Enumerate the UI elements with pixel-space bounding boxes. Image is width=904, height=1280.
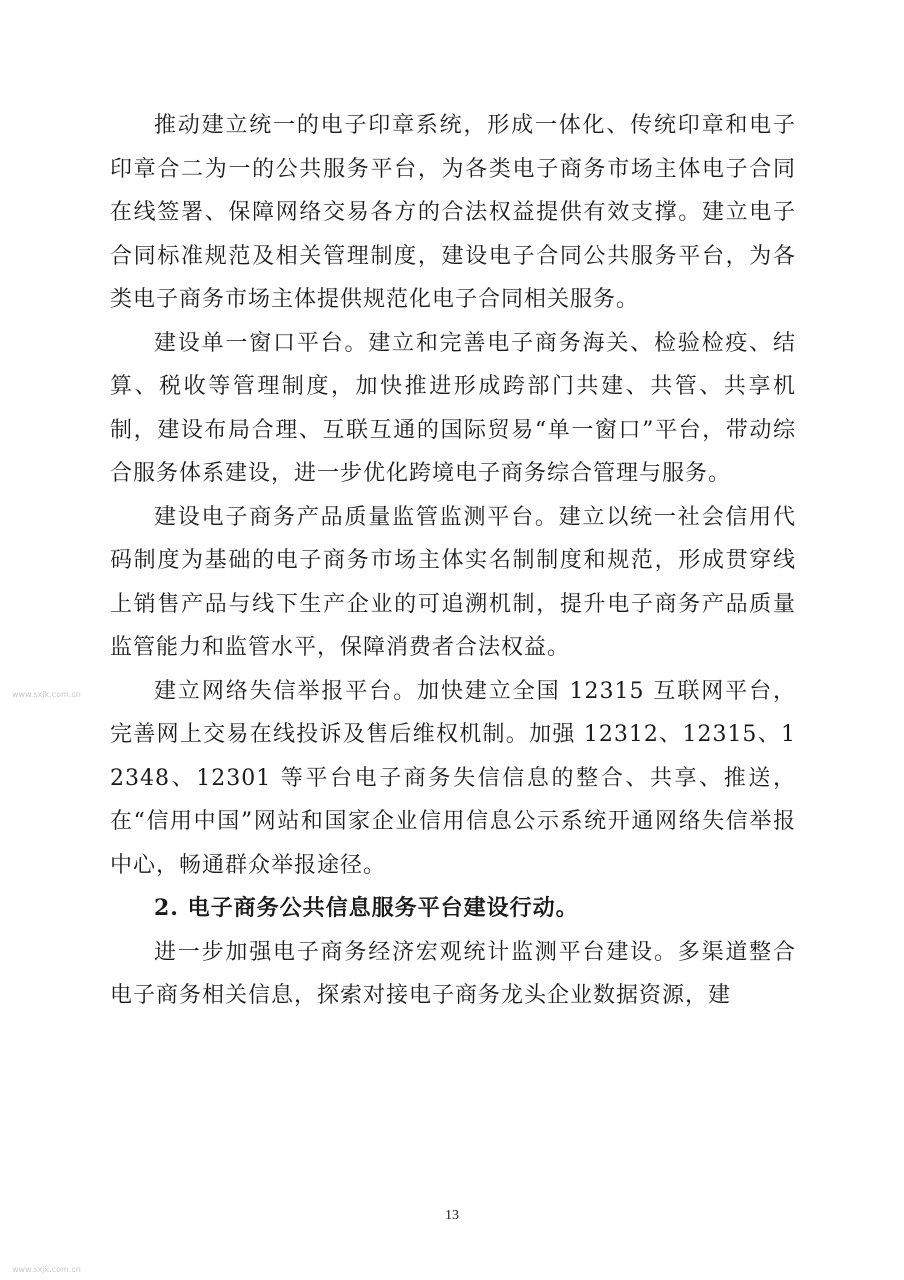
paragraph-electronic-seal: 推动建立统一的电子印章系统，形成一体化、传统印章和电子印章合二为一的公共服务平台，为各类电子商务市场主体电子合同在线签署、保障网络交易各方的合法权益提供有效支撑。建立电子合同标准规范及相关管理制度，建设电子合同公共服务平台，为各类电子商务市场主体提供规范化电子合同相关服务。 [110, 113, 796, 312]
paragraph-statistics-platform: 进一步加强电子商务经济宏观统计监测平台建设。多渠道整合电子商务相关信息，探索对接电子商务龙头企业数据资源，建 [110, 939, 796, 1008]
side-watermark: www.sxjk.com.cn [12, 690, 81, 699]
section-heading: 2. 电子商务公共信息服务平台建设行动。 [154, 895, 579, 921]
paragraph-single-window: 建设单一窗口平台。建立和完善电子商务海关、检验检疫、结算、税收等管理制度，加快推进形成跨部门共建、共管、共享机制，建设布局合理、互联互通的国际贸易“单一窗口”平台，带动综合服务体系建设，进一步优化跨境电子商务综合管理与服务。 [110, 330, 796, 486]
paragraph-quality-monitoring: 建设电子商务产品质量监管监测平台。建立以统一社会信用代码制度为基础的电子商务市场主体实名制制度和规范，形成贯穿线上销售产品与线下生产企业的可追溯机制，提升电子商务产品质量监管能力和监管水平，保障消费者合法权益。 [110, 504, 796, 660]
page-number: 13 [445, 1208, 459, 1223]
bottom-watermark: www.sxjk.com.cn [12, 1265, 81, 1274]
body-text [110, 104, 796, 1018]
paragraph-dishonesty-reporting: 建立网络失信举报平台。加快建立全国 12315 互联网平台，完善网上交易在线投诉及售后维权机制。加强 12312、12315、12348、12301 等平台电子商务失信信息的整合、共享、推送，在“信用中国”网站和国家企业信用信息公示系统开通网络失信举报中心，畅通群众举报途径。 [110, 678, 796, 878]
